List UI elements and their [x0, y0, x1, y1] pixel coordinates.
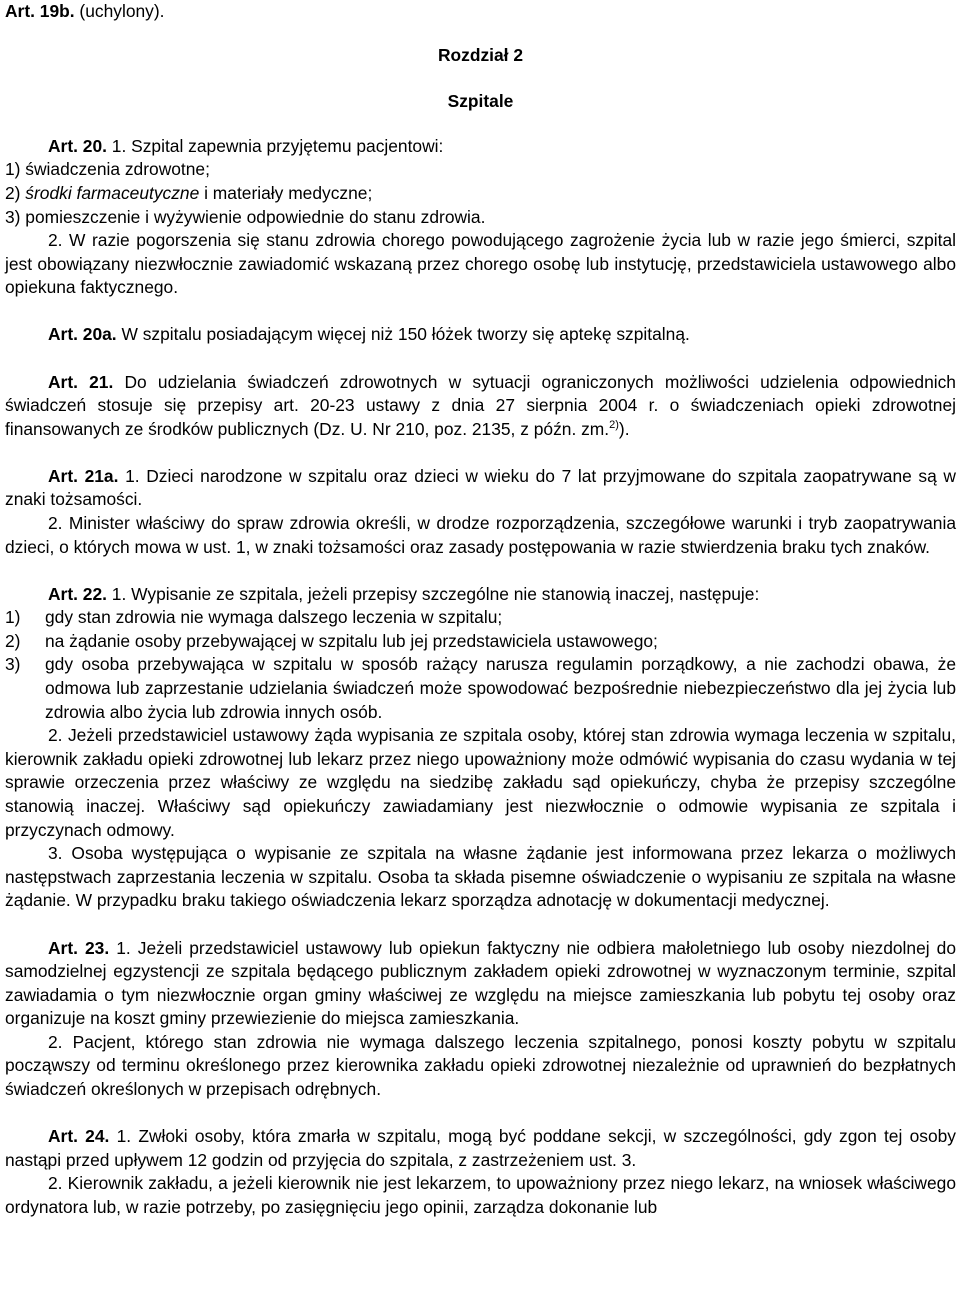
art-20-p2: 2. W razie pogorszenia się stanu zdrowia chorego powodującego zagrożenie życia lub w razie jego śmierci, szpital jest obowiązany niezwłocznie zawiadomić wskazaną przez chorego osobę lub instytucję, przedstawiciela ustawowego albo opiekuna faktycznego.: [5, 230, 956, 298]
art-19b: [5, 0, 956, 24]
art-20a-label: Art. 20a.: [48, 324, 117, 345]
footnote-marker: 2): [609, 418, 619, 431]
art-20a: [5, 323, 956, 347]
list-item: [5, 182, 956, 206]
art-21a-label: Art. 21a.: [48, 465, 119, 486]
list-item-text: gdy osoba przebywająca w szpitalu w sposób rażący narusza regulamin porządkowy, a nie zachodzi obawa, że odmowa lub zaprzestanie udzielania świadczeń może spowodować bezpośrednie niebezpieczeństwo dla jej życia lub zdrowia albo życia lub zdrowia innych osób.: [45, 654, 956, 722]
art-22-p2: 2. Jeżeli przedstawiciel ustawowy żąda wypisania ze szpitala osoby, której stan zdrowia wymaga leczenia w szpitalu, kierownik zakładu opieki zdrowotnej lub lekarz przez niego upoważniony może odmówić wypisania do czasu wydania w tej sprawie orzeczenia przez właściwy ze względu na siedzibę zakładu sąd opiekuńczy, chyba że przepisy szczególne stanowią inaczej. Właściwy sąd opiekuńczy zawiadamiany jest niezwłocznie o odmowie wypisania ze szpitala i przyczynach odmowy.: [5, 725, 956, 840]
list-item-text: gdy stan zdrowia nie wymaga dalszego leczenia w szpitalu;: [45, 607, 503, 628]
art-20-list: [5, 158, 956, 229]
list-item: [5, 653, 956, 724]
list-item-text: na żądanie osoby przebywającej w szpitalu lub jej przedstawiciela ustawowego;: [45, 630, 658, 651]
art-22-p1-text: 1. Wypisanie ze szpitala, jeżeli przepisy szczególne nie stanowią inaczej, następuje:: [106, 583, 760, 604]
art-21a-p1-text: 1. Dzieci narodzone w szpitalu oraz dzieci w wieku do 7 lat przyjmowane do szpitala zaopatrywane są w znaki tożsamości.: [5, 465, 956, 510]
art-22-p1: [5, 583, 956, 607]
list-item-text: 3) pomieszczenie i wyżywienie odpowiednie do stanu zdrowia.: [5, 206, 486, 227]
art-22-label: Art. 22.: [48, 583, 107, 604]
art-20-label: Art. 20.: [48, 135, 107, 156]
art-21-text: Do udzielania świadczeń zdrowotnych w sytuacji ograniczonych możliwości udzielenia odpowiednich świadczeń stosuje się przepisy art. 20-23 ustawy z dnia 27 sierpnia 2004 r. o świadczeniach opieki zdrowotnej finansowanych ze środków publicznych (Dz. U. Nr 210, poz. 2135, z późn. zm.: [5, 371, 956, 439]
list-item-number: 3): [5, 654, 21, 675]
chapter-title: Szpitale: [447, 91, 514, 112]
list-item: [5, 606, 956, 630]
art-24-label: Art. 24.: [48, 1126, 110, 1147]
art-21: [5, 371, 956, 442]
art-21-end: ).: [618, 418, 630, 439]
art-22-p3: 3. Osoba występująca o wypisanie ze szpitala na własne żądanie jest informowana przez lekarza o możliwych następstwach zaprzestania leczenia w szpitalu. Osoba ta składa pisemne oświadczenie o wypisaniu ze szpitala na własne żądanie. W przypadku braku takiego oświadczenia lekarz sporządza adnotację w dokumentacji medycznej.: [5, 843, 956, 911]
list-item-number: 2): [5, 630, 21, 651]
list-item-number: 1): [5, 607, 21, 628]
art-19b-label: Art. 19b.: [5, 1, 75, 21]
art-21a-p2: 2. Minister właściwy do spraw zdrowia określi, w drodze rozporządzenia, szczegółowe warunki i tryb zaopatrywania dzieci, o których mowa w ust. 1, w znaki tożsamości oraz zasady postępowania w razie stwierdzenia braku tych znaków.: [5, 513, 956, 557]
art-24-p2: 2. Kierownik zakładu, a jeżeli kierownik nie jest lekarzem, to upoważniony przez niego lekarz, na wniosek właściwego ordynatora lub, w razie potrzeby, po zasięgnięciu jego opinii, zarządza dokonanie lub: [5, 1173, 956, 1217]
art-21a-p1: [5, 465, 956, 512]
art-19b-text: (uchylony).: [74, 1, 165, 21]
list-item: [5, 630, 956, 654]
art-23-p1-text: 1. Jeżeli przedstawiciel ustawowy lub opiekun faktyczny nie odbiera małoletniego lub osoby niezdolnej do samodzielnej egzystencji ze szpitala będącego publicznym zakładem opieki zdrowotnej w wyznaczonym terminie, szpital zawiadamia o tym niezwłocznie organ gminy właściwej ze względu na miejsce zamieszkania lub pobytu tej osoby oraz organizuje na koszt gminy przewiezienie do miejsca zamieszkania.: [5, 937, 956, 1029]
list-item-text: 1) świadczenia zdrowotne;: [5, 159, 210, 180]
art-23-p2: 2. Pacjent, którego stan zdrowia nie wymaga dalszego leczenia szpitalnego, ponosi koszty pobytu w szpitalu począwszy od terminu określonego przez kierownika zakładu opieki zdrowotnej niezależnie od uprawnień do bezpłatnych świadczeń określonych w przepisach odrębnych.: [5, 1031, 956, 1100]
list-item: [5, 158, 956, 182]
art-20-p1: [5, 135, 956, 159]
list-item-text: i materiały medyczne;: [199, 182, 373, 203]
art-23-label: Art. 23.: [48, 937, 110, 958]
art-20-p1-text: 1. Szpital zapewnia przyjętemu pacjentowi:: [106, 135, 444, 156]
art-20a-text: W szpitalu posiadającym więcej niż 150 łóżek tworzy się aptekę szpitalną.: [116, 324, 690, 345]
art-23-p1: [5, 937, 956, 1031]
art-21-label: Art. 21.: [48, 371, 114, 392]
chapter-heading: Rozdział 2: [437, 44, 524, 65]
art-24-p1: [5, 1125, 956, 1172]
list-item-italic-text: środki farmaceutyczne: [25, 182, 200, 203]
list-item-number: 2): [5, 182, 26, 203]
art-22-list: [5, 606, 956, 724]
art-24-p1-text: 1. Zwłoki osoby, która zmarła w szpitalu, mogą być poddane sekcji, w szczególności, gdy zgon tej osoby nastąpi przed upływem 12 godzin od przyjęcia do szpitala, z zastrzeżeniem ust. 3.: [5, 1126, 956, 1170]
list-item: [5, 206, 956, 230]
